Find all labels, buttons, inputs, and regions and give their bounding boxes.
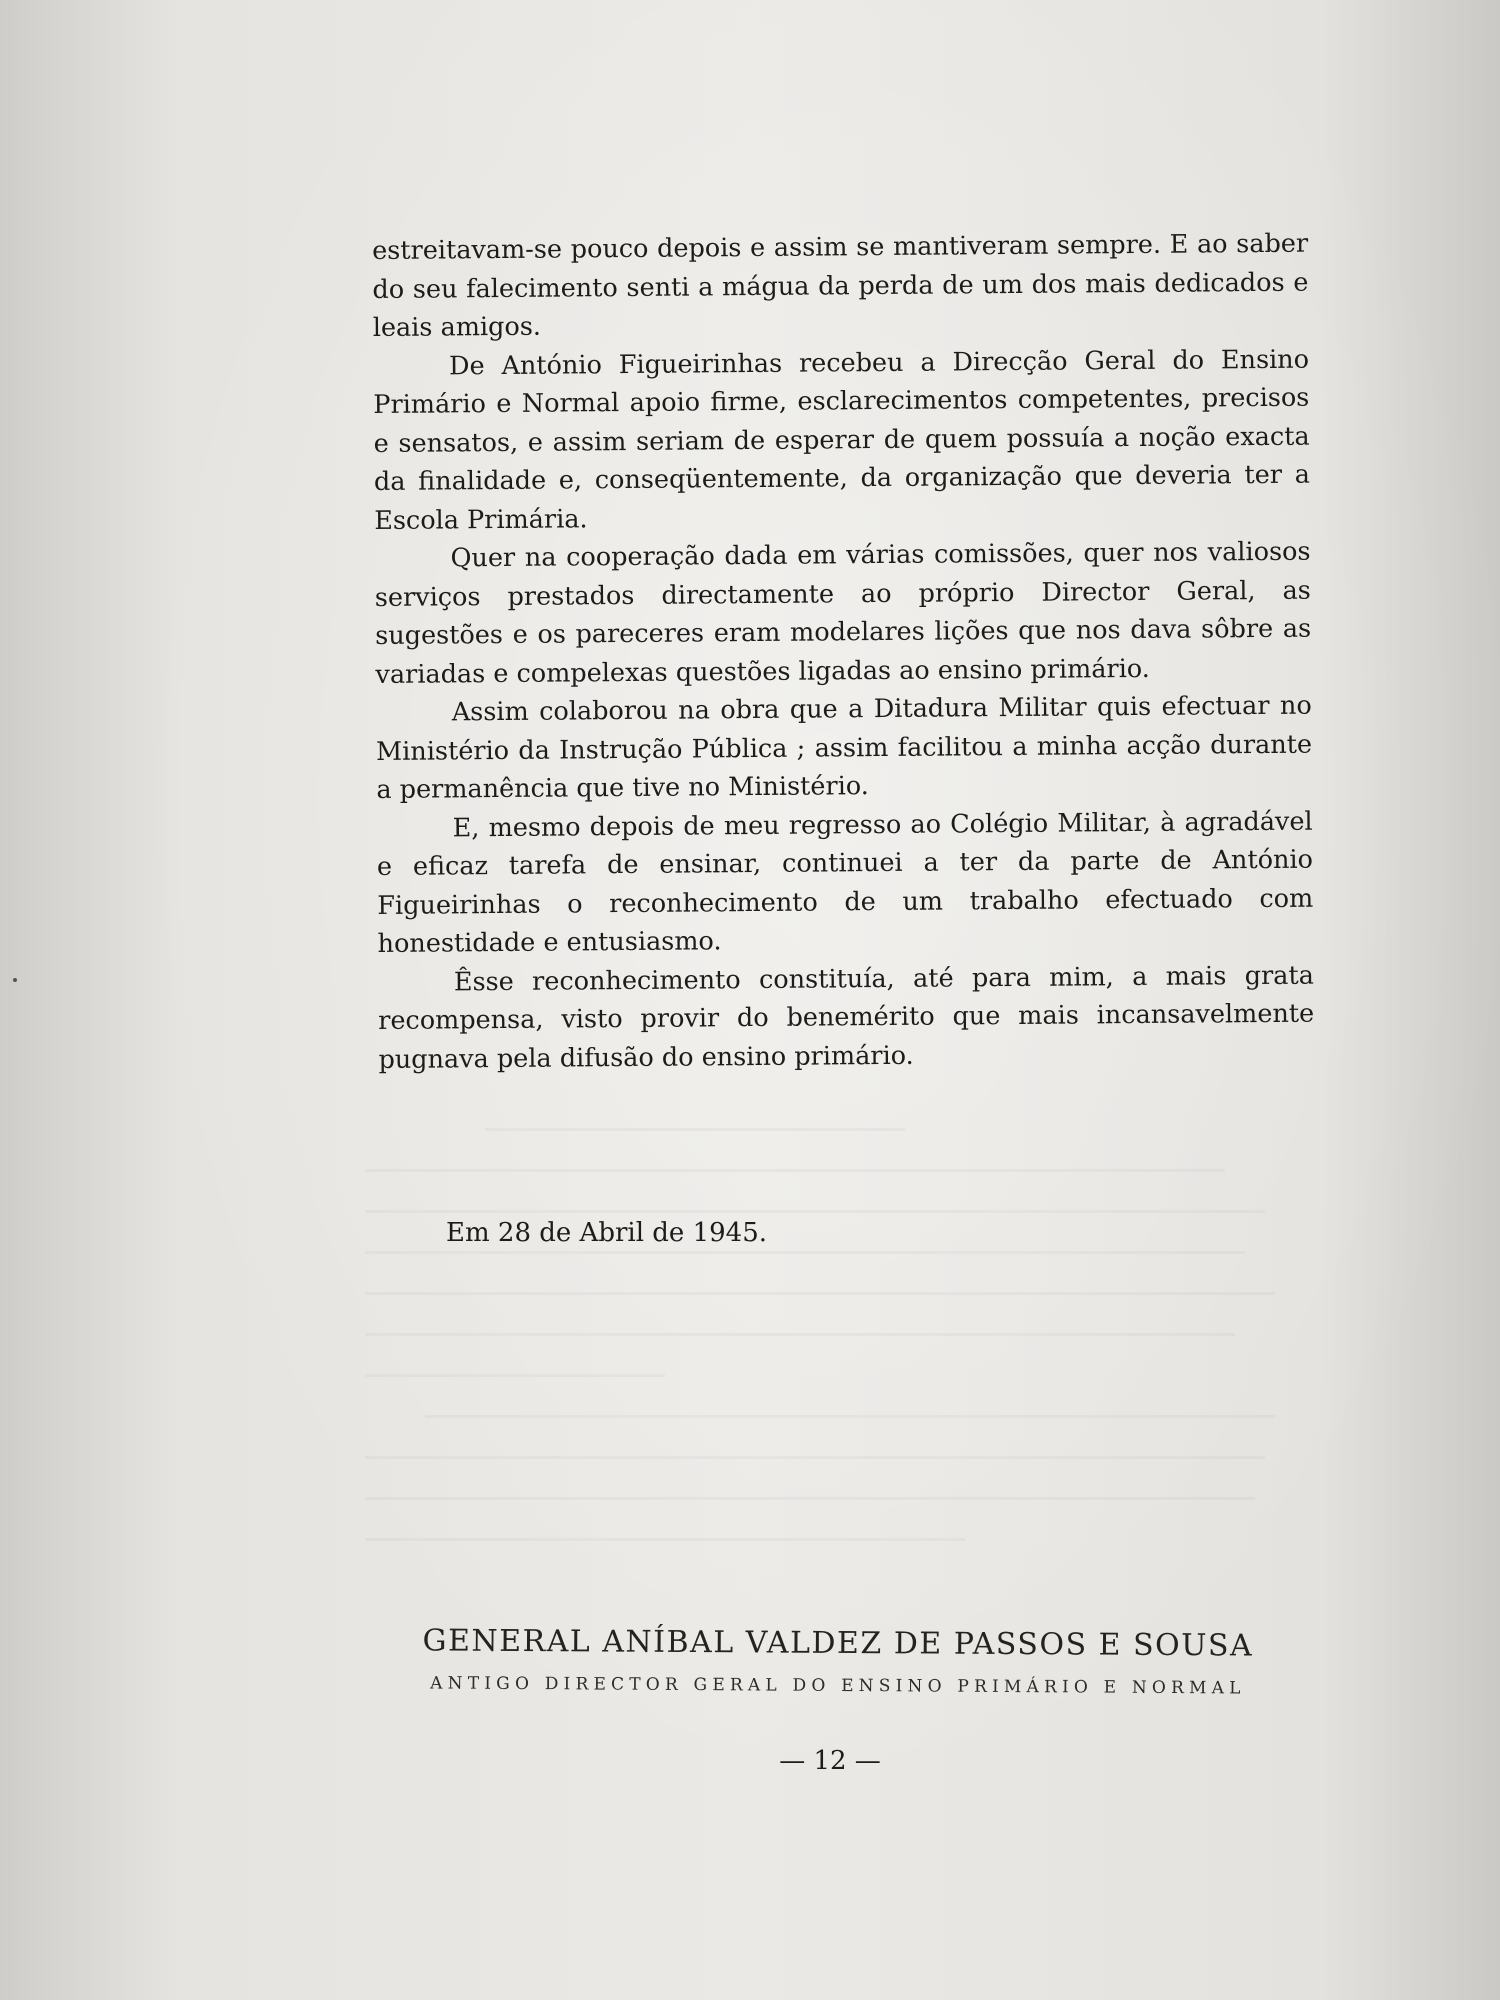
date-line: Em 28 de Abril de 1945. [446,1218,768,1248]
paragraph: De António Figueirinhas recebeu a Direcção Geral do Ensino Primário e Normal apoio firme, esclarecimentos competentes, precisos e sensatos, e assim seriam de esperar de quem possuía a noção exacta da finalidade e, conseqüentemente, da organização que deveria ter a Escola Primária. [373,344,1311,536]
author-title: ANTIGO DIRECTOR GERAL DO ENSINO PRIMÁRIO E NORMAL [430,1673,1246,1699]
paragraph: Assim colaborou na obra que a Ditadura Militar quis efectuar no Ministério da Instrução Pública ; assim facilitou a minha acção durante a permanência que tive no Ministério. [375,690,1313,805]
paragraph: Êsse reconhecimento constituía, até para mim, a mais grata recompensa, visto provir do benemérito que mais incansavelmente pugnava pela difusão do ensino primário. [378,960,1315,1075]
show-through-texture [365,1090,1315,1541]
author-name: GENERAL ANÍBAL VALDEZ DE PASSOS E SOUSA [422,1623,1254,1664]
paragraph: Quer na cooperação dada em várias comissões, quer nos valiosos serviços prestados directamente ao próprio Director Geral, as sugestões e os pareceres eram modelares lições que nos dava sôbre as variadas e compelexas questões ligadas ao ensino primário. [374,536,1312,690]
paper-speck [13,978,17,982]
page-number: — 12 — [779,1746,881,1776]
paragraph: estreitavam-se pouco depois e assim se mantiveram sempre. E ao saber do seu falecimento senti a mágua da perda de um dos mais dedicados e leais amigos. [372,228,1309,343]
body-text [372,225,1315,1079]
paragraph: E, mesmo depois de meu regresso ao Colégio Militar, à agradável e eficaz tarefa de ensinar, continuei a ter da parte de António Figueirinhas o reconhecimento de um trabalho efectuado com honestidade e entusiasmo. [376,806,1314,959]
